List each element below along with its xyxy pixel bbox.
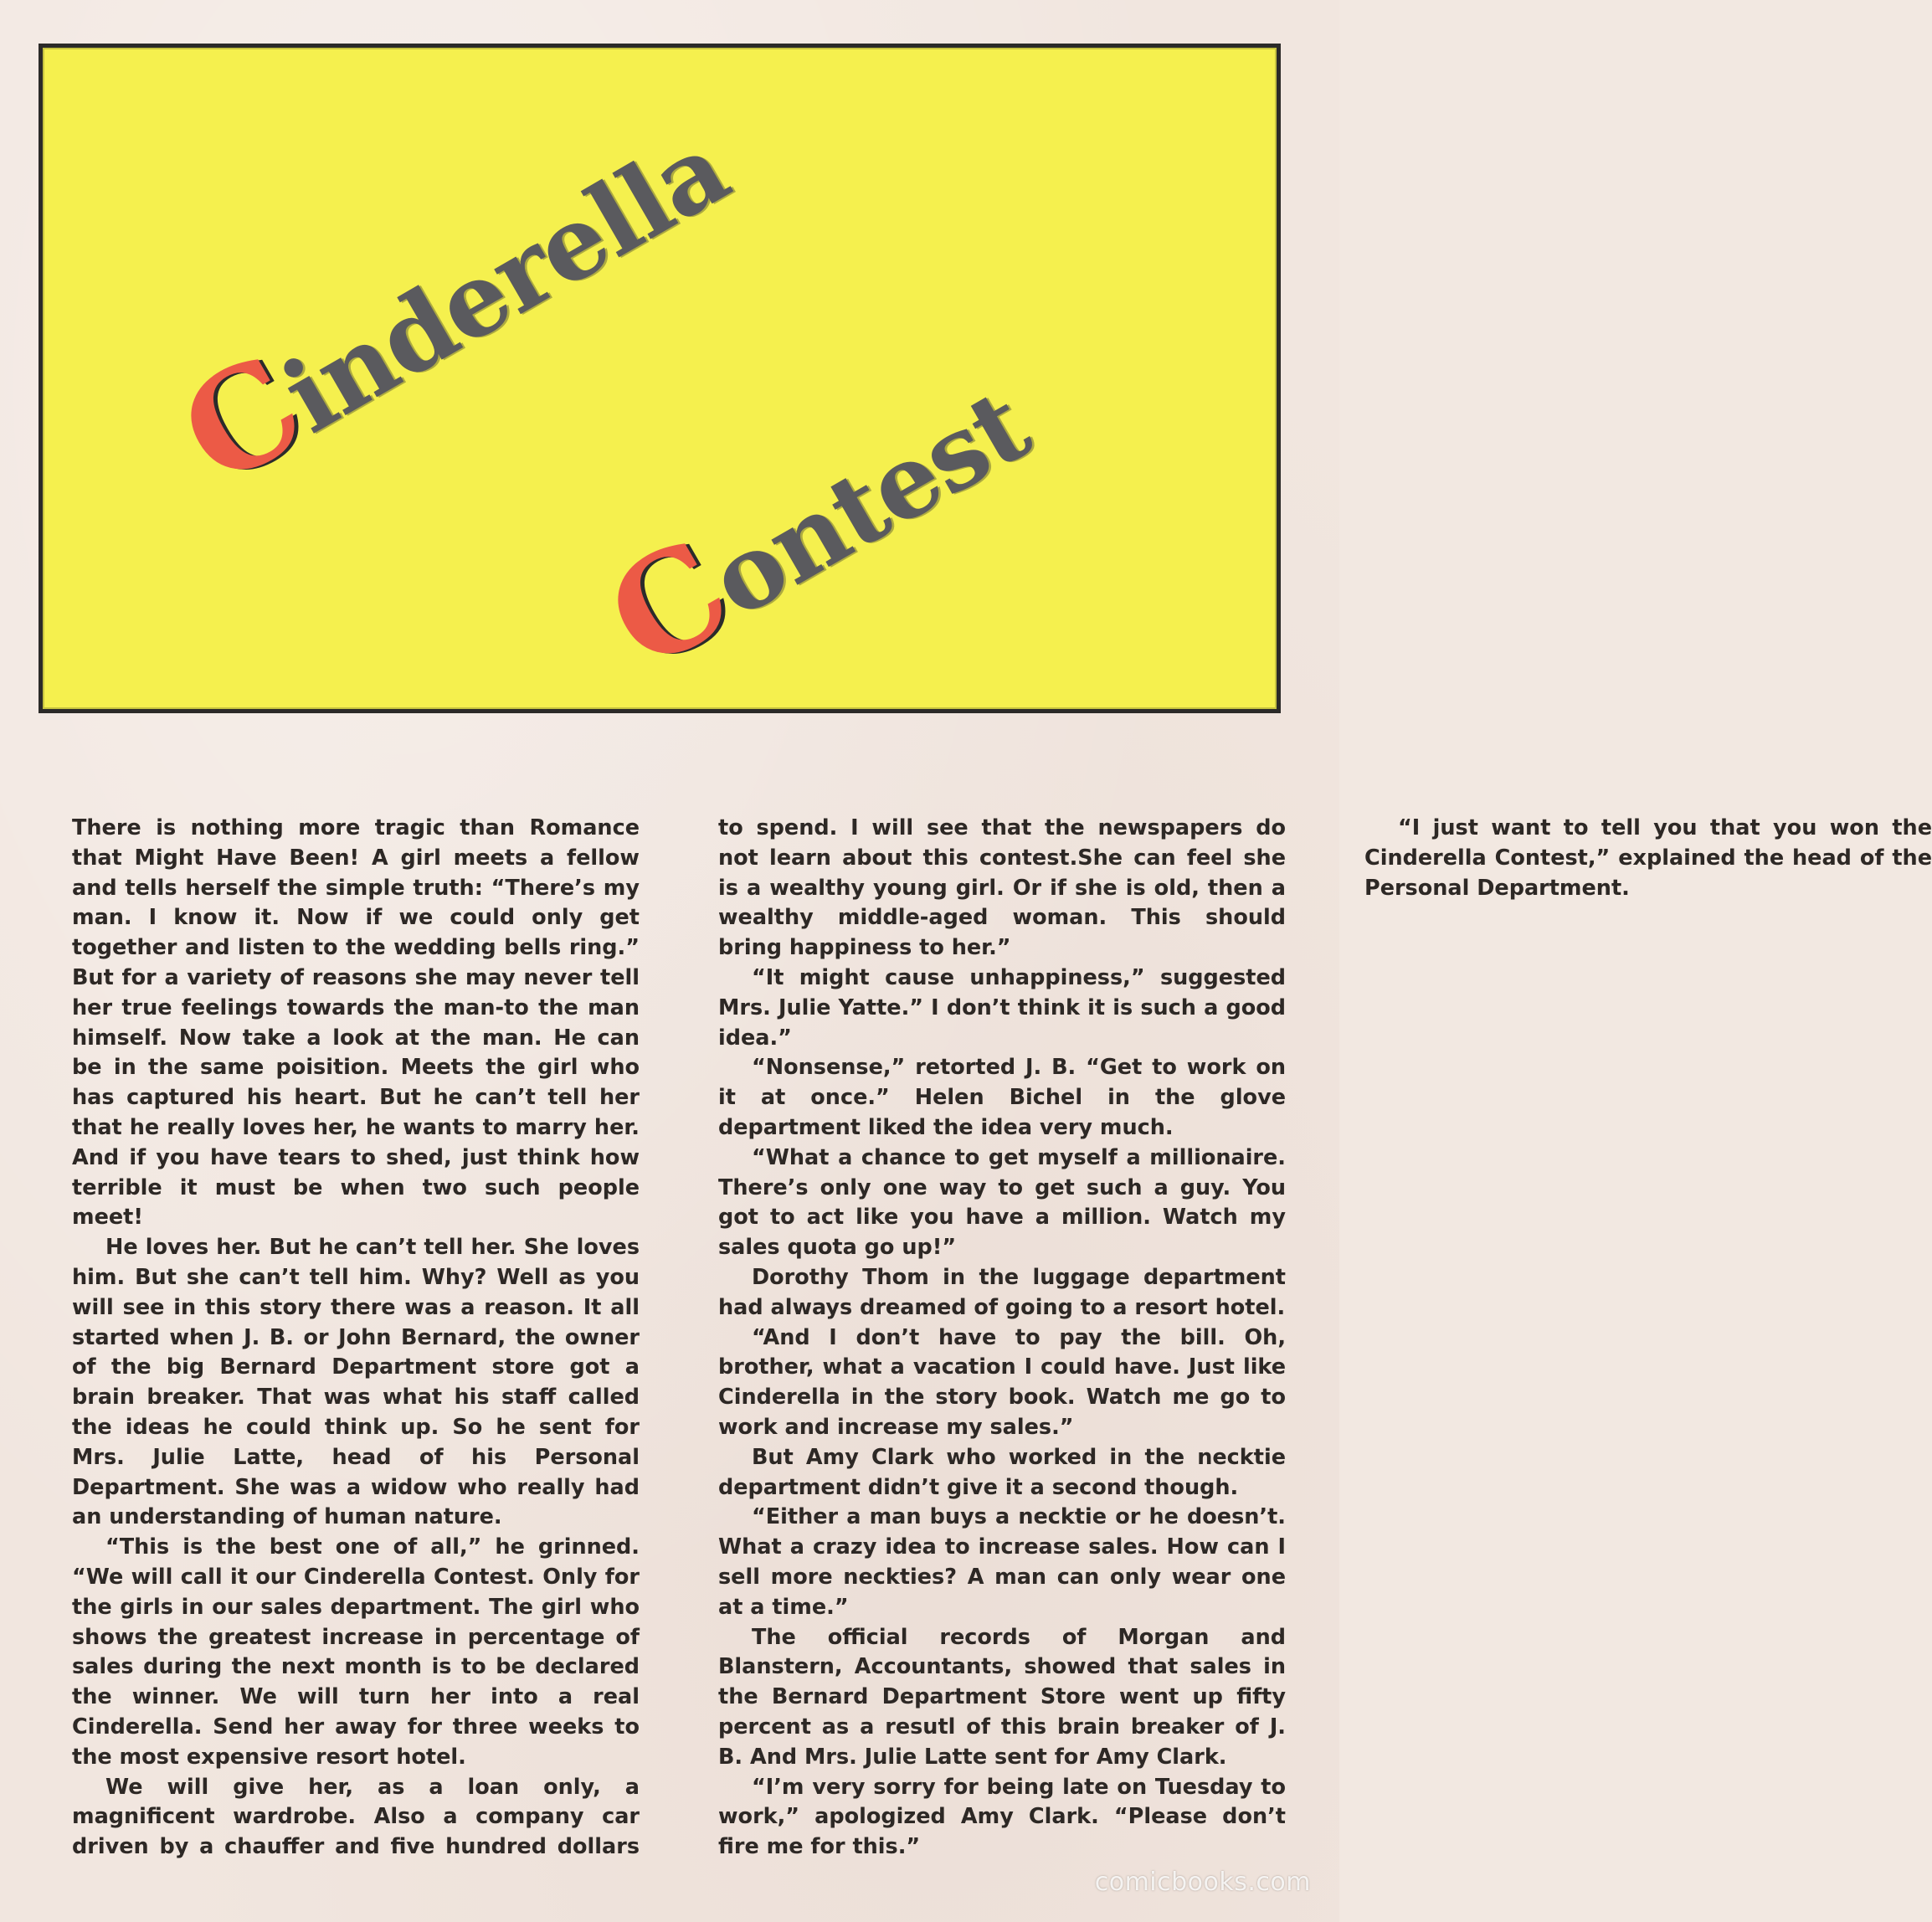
title-capital-c: C: [583, 509, 754, 701]
title-word-rest: inderella: [264, 109, 747, 456]
story-paragraph: “Nonsense,” retorted J. B. “Get to work on it at once.” Helen Bichel in the glove department liked the idea very much.: [718, 1055, 1286, 1140]
story-paragraph: “I just want to tell you that you won the Cinderella Contest,” explained the head of the Personal Department.: [1364, 815, 1932, 901]
story-paragraph: “What a chance to get myself a millionaire. There’s only one way to get such a guy. You got to act like you have a million. Watch my sales quota go up!”: [718, 1144, 1286, 1261]
story-paragraph: “And I don’t have to pay the bill. Oh, brother, what a vacation I could have. Just like Cinderella in the story book. Watch me go to work and increase my sales.”: [718, 1324, 1286, 1440]
story-paragraph: He loves her. But he can’t tell her. She loves him. But she can’t tell him. Why? Well as you will see in this story there was a reason. It all started when J. B. or John Bernard, the owner of the big Bernard Department store got a brain breaker. That was what his staff called the ideas he could think up. So he sent for Mrs. Julie Latte, head of his Personal Department. She was a widow who really had an understanding of human nature.: [72, 1235, 640, 1530]
story-paragraph: “I’m very sorry for being late on Tuesday to work,” apologized Amy Clark. “Please don’t fire me for this.”: [718, 1774, 1286, 1860]
story-text: [72, 814, 1932, 1885]
title-word-rest: ontest: [691, 366, 1048, 640]
story-paragraph: “This is the best one of all,” he grinned. “We will call it our Cinderella Contest. Only for the girls in our sales department. The girl who shows the greatest increase in percentage of sales during the next month is to be declared the winner. We will turn her into a real Cinderella. Send her away for three weeks to the most expensive resort hotel.: [72, 1534, 640, 1770]
story-paragraph: We will give her, as a loan only, a magnificent wardrobe. Also a company car driven by a chauffer and five hundred dollars to spend. I will see that the newspapers do not learn about this contest.She can feel she is a wealthy young girl. Or if she is old, then a wealthy middle-aged woman. This should bring happiness to her.”: [72, 815, 1286, 1860]
story-paragraph: But Amy Clark who worked in the necktie department didn’t give it a second though.: [718, 1444, 1286, 1500]
story-paragraph: “Either a man buys a necktie or he doesn’t. What a crazy idea to increase sales. How can I sell more neckties? A man can only wear one at a time.”: [718, 1504, 1286, 1620]
story-paragraph: The official records of Morgan and Blanstern, Accountants, showed that sales in the Bernard Department Store went up fifty percent as a resutl of this brain breaker of J. B. And Mrs. Julie Latte sent for Amy Clark.: [718, 1624, 1286, 1770]
title-word-contest: [583, 338, 1051, 701]
title-word-cinderella: [156, 81, 750, 516]
watermark: comicbooks.com: [1094, 1868, 1311, 1897]
title-capital-c: C: [156, 325, 327, 516]
story-paragraph: “It might cause unhappiness,” suggested Mrs. Julie Yatte.” I don’t think it is such a good idea.”: [718, 964, 1286, 1051]
story-paragraph: There is nothing more tragic than Romance that Might Have Been! A girl meets a fellow and tells herself the simple truth: “There’s my man. I know it. Now if we could only get together and listen to the wedding bells ring.” But for a variety of reasons she may never tell her true feelings towards the man-to the man himself. Now take a look at the man. He can be in the same poisition. Meets the girl who has captured his heart. But he can’t tell her that he really loves her, he wants to marry her. And if you have tears to shed, just think how terrible it must be when two such people meet!: [72, 815, 640, 1231]
story-paragraph: Dorothy Thom in the luggage department had always dreamed of going to a resort hotel.: [718, 1264, 1286, 1320]
title-panel: [39, 44, 1281, 713]
